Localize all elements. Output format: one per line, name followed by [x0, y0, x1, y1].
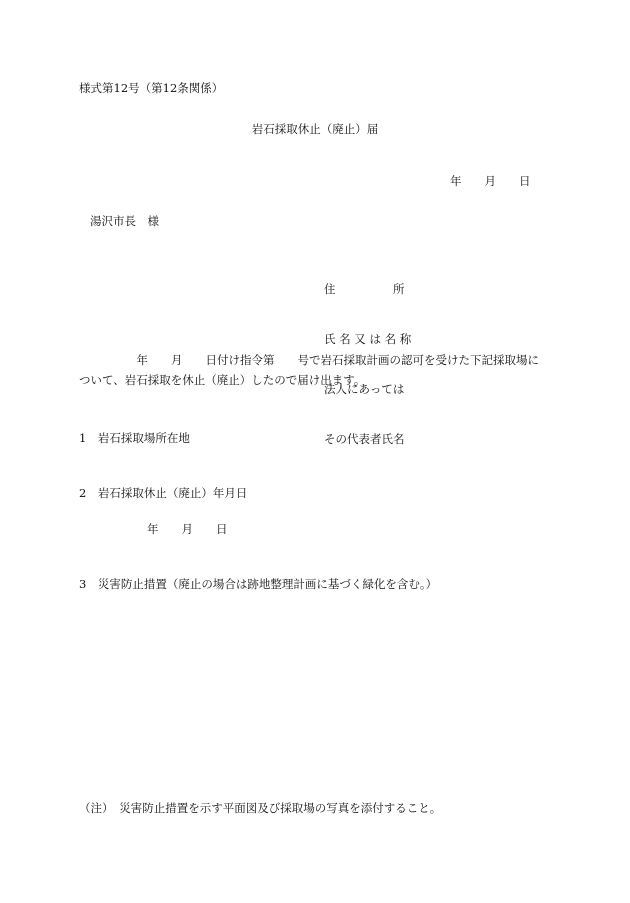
representative-label: その代表者氏名 — [324, 432, 405, 446]
item-quarry-location: 1 岩石採取場所在地 — [79, 431, 190, 445]
name-label: 氏 名 又 は 名 称 — [324, 332, 412, 346]
form-number: 様式第12号（第12条関係） — [79, 81, 224, 95]
item-suspension-date: 2 岩石採取休止（廃止）年月日 — [79, 486, 248, 500]
body-text-line-1: 年 月 日付け指令第 号で岩石採取計画の認可を受けた下記採取場に — [79, 353, 539, 367]
submission-date: 年 月 日 — [450, 174, 531, 188]
footnote: （注） 災害防止措置を示す平面図及び採取場の写真を添付すること。 — [79, 801, 442, 815]
document-title: 岩石採取休止（廃止）届 — [251, 122, 379, 136]
body-text-line-2: ついて、岩石採取を休止（廃止）したので届け出ます。 — [79, 373, 366, 387]
corporation-label: 法人にあっては — [324, 382, 405, 396]
item-disaster-prevention: 3 災害防止措置（廃止の場合は跡地整理計画に基づく緑化を含む。） — [79, 577, 438, 591]
address-label: 住 所 — [324, 282, 405, 296]
addressee: 湯沢市長 様 — [90, 214, 159, 228]
suspension-date-fields: 年 月 日 — [147, 522, 228, 536]
